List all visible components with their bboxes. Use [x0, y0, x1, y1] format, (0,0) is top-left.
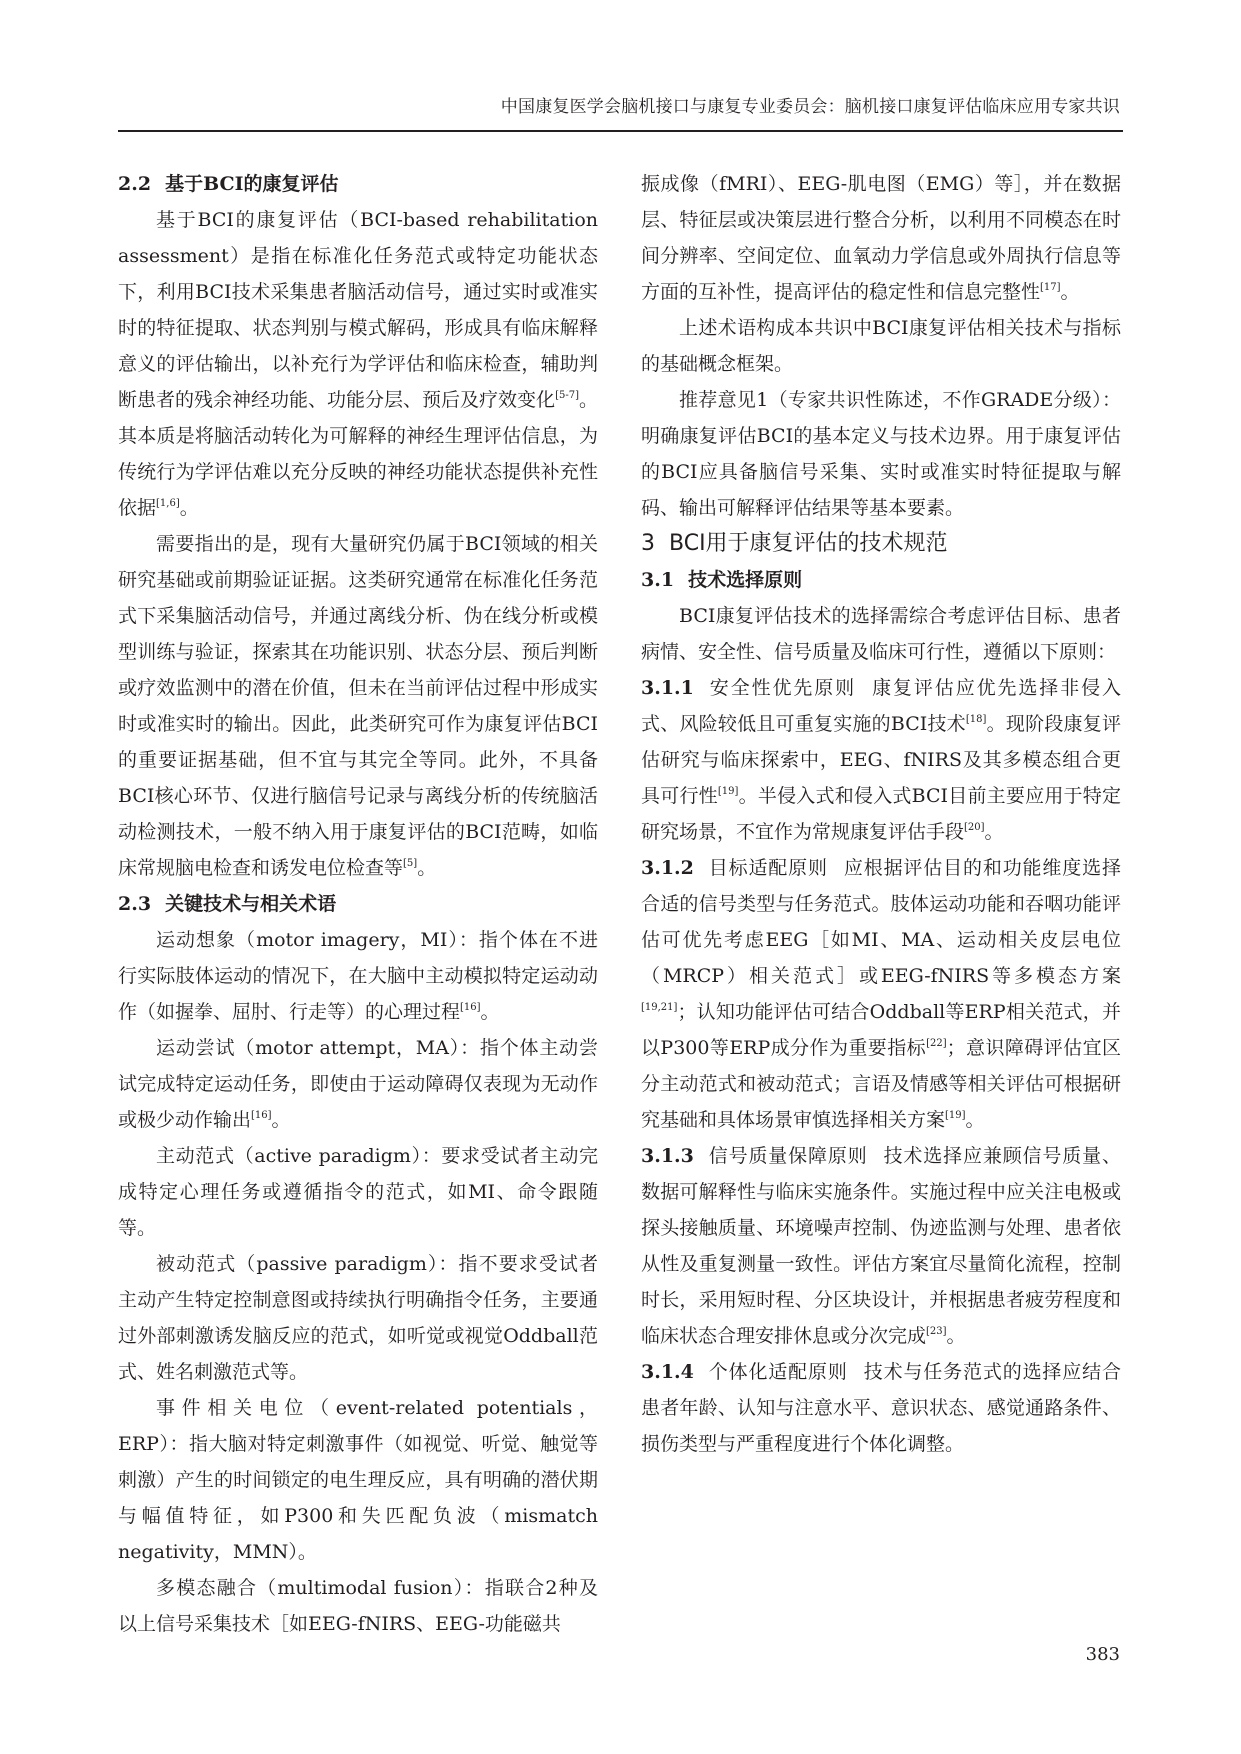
paragraph-text: 。其本质是将脑活动转化为可解释的神经生理评估信息，为传统行为学评估难以充分反映的神经功能状态提供补充性依据 [118, 389, 598, 519]
citation: [19] [945, 1110, 966, 1121]
paragraph-text: ；意识障碍评估宜区分主动范式和被动范式；言语及情感等相关评估可根据研究基础和具体场景审慎选择相关方案 [641, 1037, 1121, 1131]
paragraph-text: 运动尝试（motor attempt，MA）：指个体主动尝试完成特定运动任务，即使由于运动障碍仅表现为无动作或极少动作输出 [118, 1037, 598, 1131]
citation: [18] [965, 714, 987, 725]
subsection-number: 3.1.3 [641, 1145, 694, 1167]
section-3-1-1 [641, 670, 1121, 850]
section-title: 技术选择原则 [688, 569, 803, 591]
section-3-heading [641, 526, 1121, 562]
citation: [16] [460, 1002, 481, 1013]
subsection-title: 目标适配原则 [707, 857, 828, 879]
paragraph-continued [641, 166, 1121, 310]
subsection-number: 3.1.1 [641, 677, 694, 699]
citation: [19] [717, 786, 739, 797]
section-3-1-3 [641, 1138, 1121, 1354]
section-title: BCI用于康复评估的技术规范 [669, 531, 948, 556]
term-erp: 事件相关电位（event-related potentials，ERP）：指大脑对特定刺激事件（如视觉、听觉、触觉等刺激）产生的时间锁定的电生理反应，具有明确的潜伏期与幅值特征，如P300和失匹配负波（mismatch negativity，MMN）。 [118, 1397, 598, 1563]
section-3-1-heading [641, 562, 1121, 598]
paragraph-text: 。 [946, 1325, 966, 1347]
running-head: 中国康复医学会脑机接口与康复专业委员会：脑机接口康复评估临床应用专家共识 [500, 97, 1120, 117]
paragraph-text: 。 [984, 821, 1004, 843]
subsection-number: 3.1.2 [641, 857, 694, 879]
page-number: 383 [1085, 1644, 1120, 1665]
subsection-title: 个体化适配原则 [707, 1361, 848, 1383]
section-number: 3 [641, 531, 655, 556]
term-active-paradigm: 主动范式（active paradigm）：要求受试者主动完成特定心理任务或遵循指令的范式，如MI、命令跟随等。 [118, 1145, 598, 1239]
section-title: 基于BCI的康复评估 [165, 173, 339, 195]
citation: [16] [251, 1110, 272, 1121]
section-2-3-heading [118, 886, 598, 922]
paragraph-text: 。半侵入式和侵入式BCI目前主要应用于特定研究场景，不宜作为常规康复评估手段 [641, 785, 1121, 843]
citation: [5-7] [555, 390, 579, 401]
section-3-1-2 [641, 850, 1121, 1138]
paragraph-text: 。 [271, 1109, 291, 1131]
citation: [23] [926, 1326, 947, 1337]
paragraph-text: 。现阶段康复评估研究与临床探索中，EEG、fNIRS及其多模态组合更具可行性 [641, 713, 1121, 807]
term-multimodal-fusion: 多模态融合（multimodal fusion）：指联合2种及以上信号采集技术［如EEG-fNIRS、EEG-功能磁共 [118, 1577, 598, 1635]
paragraph-text: 康复评估应优先选择非侵入式、风险较低且可重复实施的BCI技术 [641, 677, 1121, 735]
paragraph-text: 。 [1060, 281, 1080, 303]
paragraph-text: 基于BCI的康复评估（BCI-based rehabilitation assessment）是指在标准化任务范式或特定功能状态下，利用BCI技术采集患者脑活动信号，通过实时或准实时的特征提取、状态判别与模式解码，形成具有临床解释意义的评估输出，以补充行为学评估和临床检查，辅助判断患者的残余神经功能、功能分层、预后及疗效变化 [118, 209, 598, 411]
paragraph-text: 。 [179, 497, 199, 519]
term-motor-imagery [118, 922, 598, 1030]
paragraph-text: 需要指出的是，现有大量研究仍属于BCI领域的相关研究基础或前期验证证据。这类研究通常在标准化任务范式下采集脑活动信号，并通过离线分析、伪在线分析或模型训练与验证，探索其在功能识别、状态分层、预后判断或疗效监测中的潜在价值，但未在当前评估过程中形成实时或准实时的输出。因此，此类研究可作为康复评估BCI的重要证据基础，但不宜与其完全等同。此外，不具备BCI核心环节、仅进行脑信号记录与离线分析的传统脑活动检测技术，一般不纳入用于康复评估的BCI范畴，如临床常规脑电检查和诱发电位检查等 [118, 533, 598, 879]
section-number: 2.3 [118, 893, 152, 915]
paragraph-text: ；认知功能评估可结合Oddball等ERP相关范式，并以P300等ERP成分作为重要指标 [641, 1001, 1121, 1059]
subsection-title: 信号质量保障原则 [707, 1145, 868, 1167]
section-3-1-4 [641, 1354, 1121, 1462]
citation: [5] [403, 858, 418, 869]
section-number: 3.1 [641, 569, 675, 591]
paragraph-text: 运动想象（motor imagery，MI）：指个体在不进行实际肢体运动的情况下，在大脑中主动模拟特定运动动作（如握拳、屈肘、行走等）的心理过程 [118, 929, 598, 1023]
left-column [118, 166, 598, 1642]
right-column [641, 166, 1121, 1462]
paragraph-text: 。 [965, 1109, 985, 1131]
paragraph-text: 应根据评估目的和功能维度选择合适的信号类型与任务范式。肢体运动功能和吞咽功能评估可优先考虑EEG［如MI、MA、运动相关皮层电位（MRCP）相关范式］或EEG-fNIRS等多模态方案 [641, 857, 1121, 987]
subsection-title: 安全性优先原则 [707, 677, 857, 699]
paragraph [118, 202, 598, 526]
paragraph-text: 振成像（fMRI）、EEG-肌电图（EMG）等］，并在数据层、特征层或决策层进行整合分析，以利用不同模态在时间分辨率、空间定位、血氧动力学信息或外周执行信息等方面的互补性，提高评估的稳定性和信息完整性 [641, 173, 1121, 303]
section-2-2-heading [118, 166, 598, 202]
citation: [22] [926, 1038, 947, 1049]
paragraph-text: 技术与任务范式的选择应结合患者年龄、认知与注意水平、意识状态、感觉通路条件、损伤类型与严重程度进行个体化调整。 [641, 1361, 1121, 1455]
section-title: 关键技术与相关术语 [165, 893, 337, 915]
paragraph-text: 技术选择应兼顾信号质量、数据可解释性与临床实施条件。实施过程中应关注电极或探头接触质量、环境噪声控制、伪迹监测与处理、患者依从性及重复测量一致性。评估方案宜尽量简化流程，控制时长，采用短时程、分区块设计，并根据患者疲劳程度和临床状态合理安排休息或分次完成 [641, 1145, 1121, 1347]
paragraph-text: 。 [480, 1001, 500, 1023]
paragraph: 上述术语构成本共识中BCI康复评估相关技术与指标的基础概念框架。 [641, 317, 1121, 375]
term-passive-paradigm: 被动范式（passive paradigm）：指不要求受试者主动产生特定控制意图或持续执行明确指令任务，主要通过外部刺激诱发脑反应的范式，如听觉或视觉Oddball范式、姓名刺激范式等。 [118, 1253, 598, 1383]
citation: [20] [964, 822, 985, 833]
citation: [1,6] [156, 498, 180, 509]
paragraph: BCI康复评估技术的选择需综合考虑评估目标、患者病情、安全性、信号质量及临床可行性，遵循以下原则： [641, 605, 1121, 663]
header-rule [118, 130, 1123, 132]
citation: [19,21] [641, 1002, 678, 1013]
paragraph-text: 。 [417, 857, 437, 879]
paragraph [118, 526, 598, 886]
section-number: 2.2 [118, 173, 152, 195]
term-motor-attempt [118, 1030, 598, 1138]
citation: [17] [1040, 282, 1061, 293]
subsection-number: 3.1.4 [641, 1361, 694, 1383]
recommendation-1: 推荐意见1（专家共识性陈述，不作GRADE分级）：明确康复评估BCI的基本定义与技术边界。用于康复评估的BCI应具备脑信号采集、实时或准实时特征提取与解码、输出可解释评估结果等基本要素。 [641, 389, 1121, 519]
